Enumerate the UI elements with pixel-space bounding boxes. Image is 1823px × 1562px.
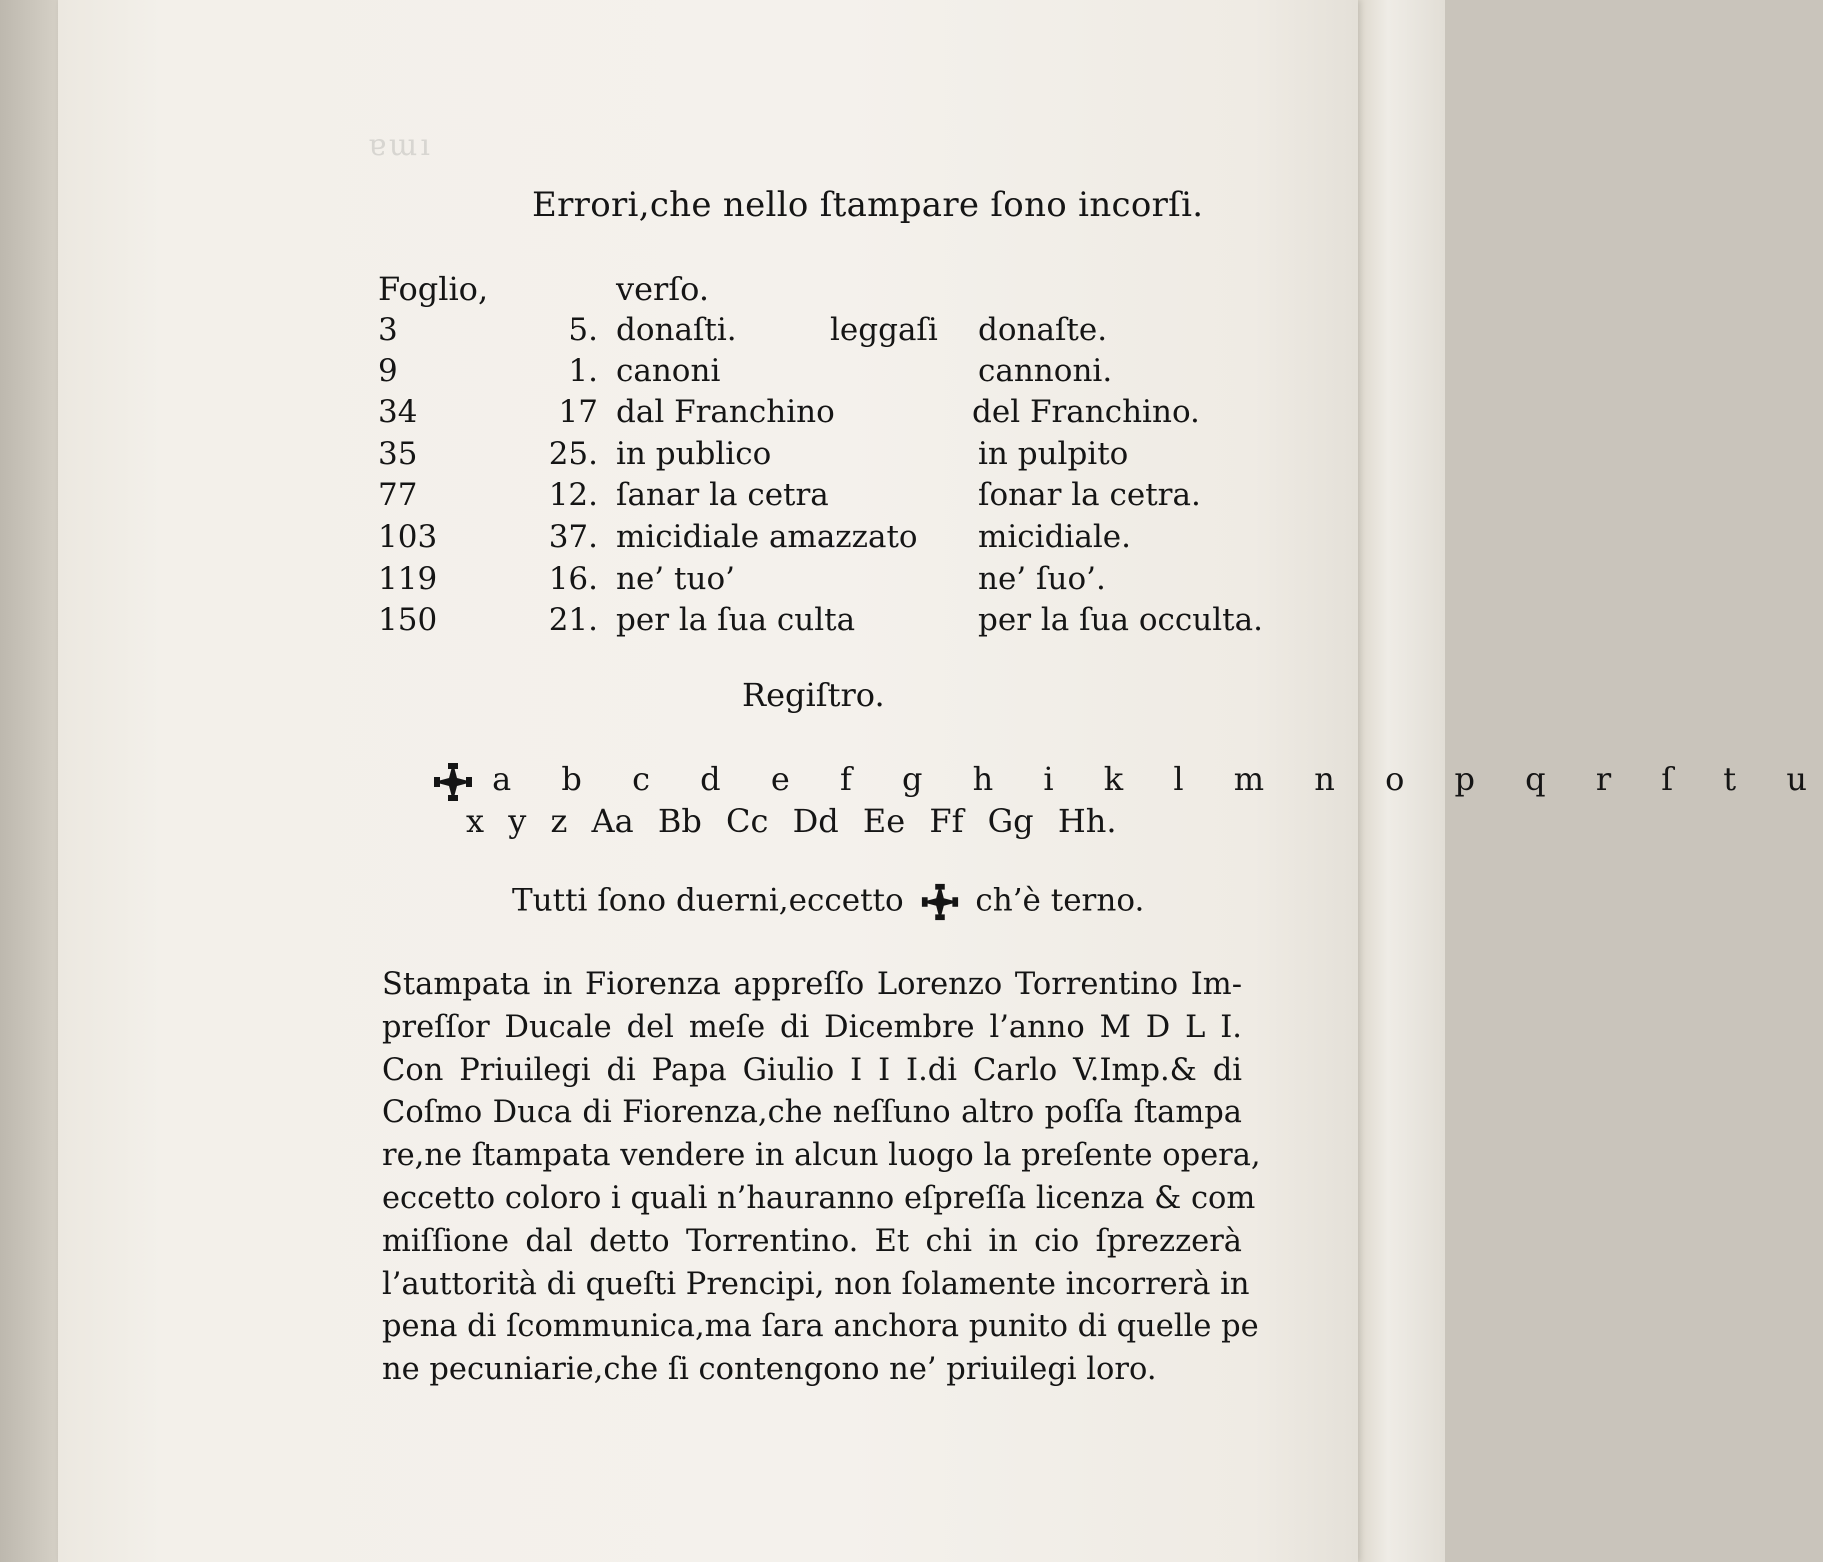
colophon <box>382 964 1261 1392</box>
corrected-text: micidiale. <box>978 519 1131 555</box>
verso-number: 5. <box>568 312 598 348</box>
verso-number: 1. <box>568 353 598 389</box>
colophon-line: eccetto coloro i quali n’hauranno eſpreſſa licenza & com <box>382 1180 1256 1216</box>
corrected-text: per la ſua occulta. <box>978 602 1263 638</box>
erroneous-text: micidiale amazzato <box>616 519 918 555</box>
verso-number: 17 <box>558 394 598 430</box>
corrected-text: donaſte. <box>978 312 1108 348</box>
corrected-text: ne’ ſuo’. <box>978 561 1106 597</box>
quire-note-after: ch’è terno. <box>975 882 1145 919</box>
colophon-line: preſſor Ducale del meſe di Dicembre l’anno M D L I. <box>382 1009 1242 1045</box>
colophon-line: Coſmo Duca di Fiorenza,che neſſuno altro poſſa ſtampa <box>382 1095 1242 1131</box>
foglio-number: 103 <box>378 519 438 555</box>
quire-signatures: a b c d e f g h i k l m n o p q r ſ t u <box>492 760 1823 798</box>
verso-number: 21. <box>548 602 598 638</box>
colophon-line: miſſione dal detto Torrentino. Et chi in cio ſprezzerà <box>382 1223 1242 1259</box>
erroneous-text: per la ſua culta <box>616 602 856 638</box>
book-edge-left <box>0 0 60 1562</box>
verso-header: verſo. <box>616 270 710 308</box>
quire-note-before: Tutti ſono duerni,eccetto <box>512 882 904 919</box>
foglio-number: 3 <box>378 312 398 348</box>
leggasi-label: leggaſi <box>830 312 938 348</box>
erroneous-text: ne’ tuo’ <box>616 561 735 597</box>
erroneous-text: ſanar la cetra <box>616 477 829 513</box>
verso-number: 16. <box>548 561 598 597</box>
errata-row <box>0 353 1445 395</box>
errata-row <box>0 312 1445 354</box>
erroneous-text: in publico <box>616 436 772 472</box>
errata-row <box>0 394 1445 436</box>
erroneous-text: canoni <box>616 353 721 389</box>
cross-pattee-icon <box>920 882 960 922</box>
erroneous-text: dal Franchino <box>616 394 835 430</box>
erroneous-text: donaſti. <box>616 312 737 348</box>
corrected-text: ſonar la cetra. <box>978 477 1201 513</box>
errata-row <box>0 561 1445 603</box>
errata-row <box>0 477 1445 519</box>
colophon-line: l’auttorità di queſti Prencipi, non ſolamente incorrerà in <box>382 1266 1250 1302</box>
registro-line-1 <box>432 760 1823 803</box>
verso-number: 37. <box>548 519 598 555</box>
errata-row <box>0 602 1445 644</box>
foglio-number: 35 <box>378 436 418 472</box>
errata-row <box>0 436 1445 478</box>
corrected-text: in pulpito <box>978 436 1129 472</box>
cross-pattee-icon <box>432 761 474 803</box>
errata-header <box>0 270 1445 312</box>
errata-title: Errori,che nello ſtampare ſono incorſi. <box>532 185 1204 225</box>
colophon-line: Stampata in Fiorenza appreſſo Lorenzo Torrentino Im- <box>382 967 1242 1002</box>
foglio-number: 9 <box>378 353 398 389</box>
quire-note <box>512 882 1144 922</box>
colophon-line: Con Priuilegi di Papa Giulio I I I.di Carlo V.Imp.& di <box>382 1052 1242 1088</box>
registro-line-2: x y z Aa Bb Cc Dd Ee Ff Gg Hh. <box>466 802 1117 840</box>
foglio-number: 34 <box>378 394 418 430</box>
registro-heading: Regiſtro. <box>742 676 885 714</box>
colophon-line: ne pecuniarie,che ſi contengono ne’ priuilegi loro. <box>382 1352 1157 1388</box>
foglio-header: Foglio, <box>378 270 489 308</box>
show-through-text: ɐɯı <box>368 128 433 163</box>
colophon-line: re,ne ſtampata vendere in alcun luogo la preſente opera, <box>382 1138 1261 1174</box>
foglio-number: 119 <box>378 561 438 597</box>
corrected-text: del Franchino. <box>972 394 1200 430</box>
verso-number: 12. <box>548 477 598 513</box>
corrected-text: cannoni. <box>978 353 1113 389</box>
errata-row <box>0 519 1445 561</box>
verso-number: 25. <box>548 436 598 472</box>
colophon-line: pena di ſcommunica,ma ſara anchora punito di quelle pe <box>382 1309 1259 1345</box>
foglio-number: 150 <box>378 602 438 638</box>
foglio-number: 77 <box>378 477 418 513</box>
